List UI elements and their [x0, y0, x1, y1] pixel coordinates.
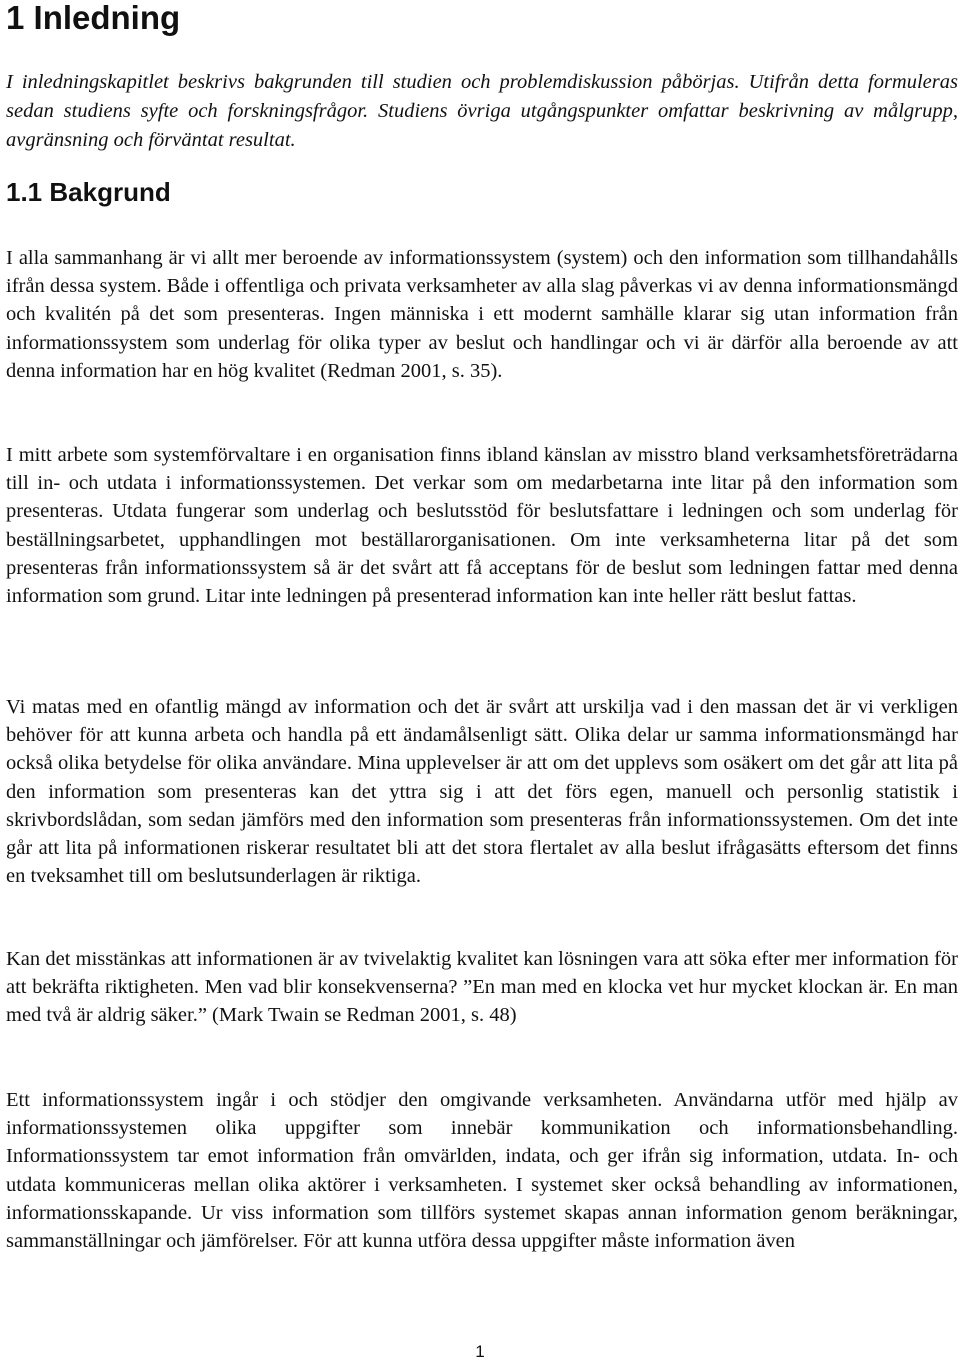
- body-paragraph-1: I alla sammanhang är vi allt mer beroende av informationssystem (system) och den information som tillhandahålls ifrån dessa system. Både i offentliga och privata verksamheter av alla slag påverkas vi av denna informationsmängd och kvalitén på det som presenteras. Ingen människa i ett modernt samhälle klarar sig utan information från informationssystem som underlag för olika typer av beslut och handlingar och vi är därför alla beroende av att denna information har en hög kvalitet (Redman 2001, s. 35).: [6, 247, 958, 382]
- page-number: 1: [475, 1342, 485, 1361]
- body-paragraph-5: Ett informationssystem ingår i och stödjer den omgivande verksamheten. Användarna utför med hjälp av informationssystemen olika uppgifter som innebär kommunikation och informationsbehandling. Informationssystem tar emot information från omvärlden, indata, och ger ifrån sig information, utdata. In- och utdata kommuniceras mellan olika aktörer i verksamheten. I systemet sker också behandling av informationen, informationsskapande. Ur viss information som tillförs systemet skapas annan information genom beräkningar, sammanställningar och jämförelser. För att kunna utföra dessa uppgifter måste information även: [6, 1089, 958, 1253]
- chapter-heading: 1 Inledning: [6, 0, 181, 36]
- body-paragraph-4: Kan det misstänkas att informationen är av tvivelaktig kvalitet kan lösningen vara att söka efter mer information för att bekräfta riktigheten. Men vad blir konsekvenserna? ”En man med en klocka vet hur mycket klockan är. En man med två är aldrig säker.” (Mark Twain se Redman 2001, s. 48): [6, 948, 958, 1027]
- body-paragraph-2: I mitt arbete som systemförvaltare i en organisation finns ibland känslan av misstro bland verksamhetsföreträdarna till in- och utdata i informationssystemen. Det verkar som om medarbetarna inte litar på den information som presenteras. Utdata fungerar som underlag och beslutsstöd för beslutsfattare i ledningen och som underlag för beställningsarbetet, upphandlingen mot beställarorganisationen. Om inte verksamheterna litar på det som presenteras från informationssystem så är det svårt att få acceptans för de beslut som ledningen fattar med denna information som grund. Litar inte ledningen på presenterad information kan inte heller rätt beslut fattas.: [6, 444, 958, 608]
- intro-paragraph: I inledningskapitlet beskrivs bakgrunden till studien och problemdiskussion påbörjas. Utifrån detta formuleras sedan studiens syfte och forskningsfrågor. Studiens övriga utgångspunkter omfattar beskrivning av målgrupp, avgränsning och förväntat resultat.: [6, 71, 958, 151]
- section-heading: 1.1 Bakgrund: [6, 177, 171, 207]
- body-paragraph-3: Vi matas med en ofantlig mängd av information och det är svårt att urskilja vad i den massan det är vi verkligen behöver för att kunna arbeta och handla på ett ändamålsenligt sätt. Olika delar ur samma informationsmängd har också olika betydelse för olika användare. Mina upplevelser är att om det upplevs som osäkert om det går att lita på den information som presenteras kan det yttra sig i att det förs egen, manuell och personlig statistik i skrivbordslådan, som sedan jämförs med den information som presenteras från informationssystemen. Om det inte går att lita på informationen riskerar resultatet bli att det stora flertalet av alla beslut ifrågasätts eftersom det finns en tveksamhet till om beslutsunderlagen är riktiga.: [6, 696, 958, 888]
